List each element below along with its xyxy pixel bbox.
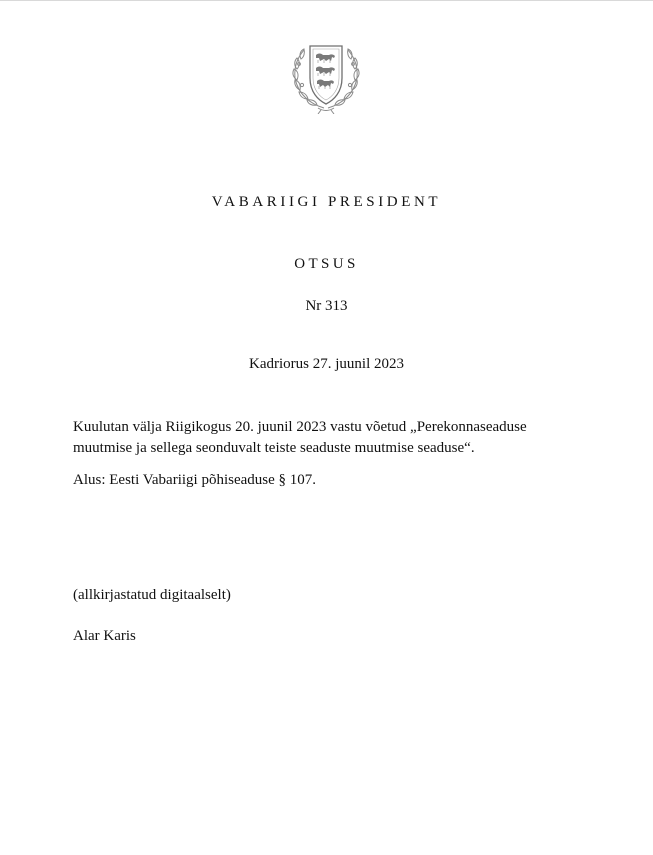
estonia-coat-of-arms-icon — [288, 38, 364, 114]
issuer-title: VABARIIGI PRESIDENT — [211, 194, 442, 210]
signature-note: (allkirjastatud digitaalselt) — [73, 587, 231, 603]
place-and-date: Kadriorus 27. juunil 2023 — [249, 356, 404, 372]
signer-name: Alar Karis — [73, 628, 136, 644]
legal-basis: Alus: Eesti Vabariigi põhiseaduse § 107. — [73, 472, 317, 488]
document-number: Nr 313 — [305, 298, 348, 314]
decision-text: Kuulutan välja Riigikogus 20. juunil 2023 vastu võetud „Perekonnaseaduse muutmise ja sellega seonduvalt teiste seaduste muutmise seaduse“. — [73, 419, 527, 456]
document-type: OTSUS — [294, 256, 359, 272]
